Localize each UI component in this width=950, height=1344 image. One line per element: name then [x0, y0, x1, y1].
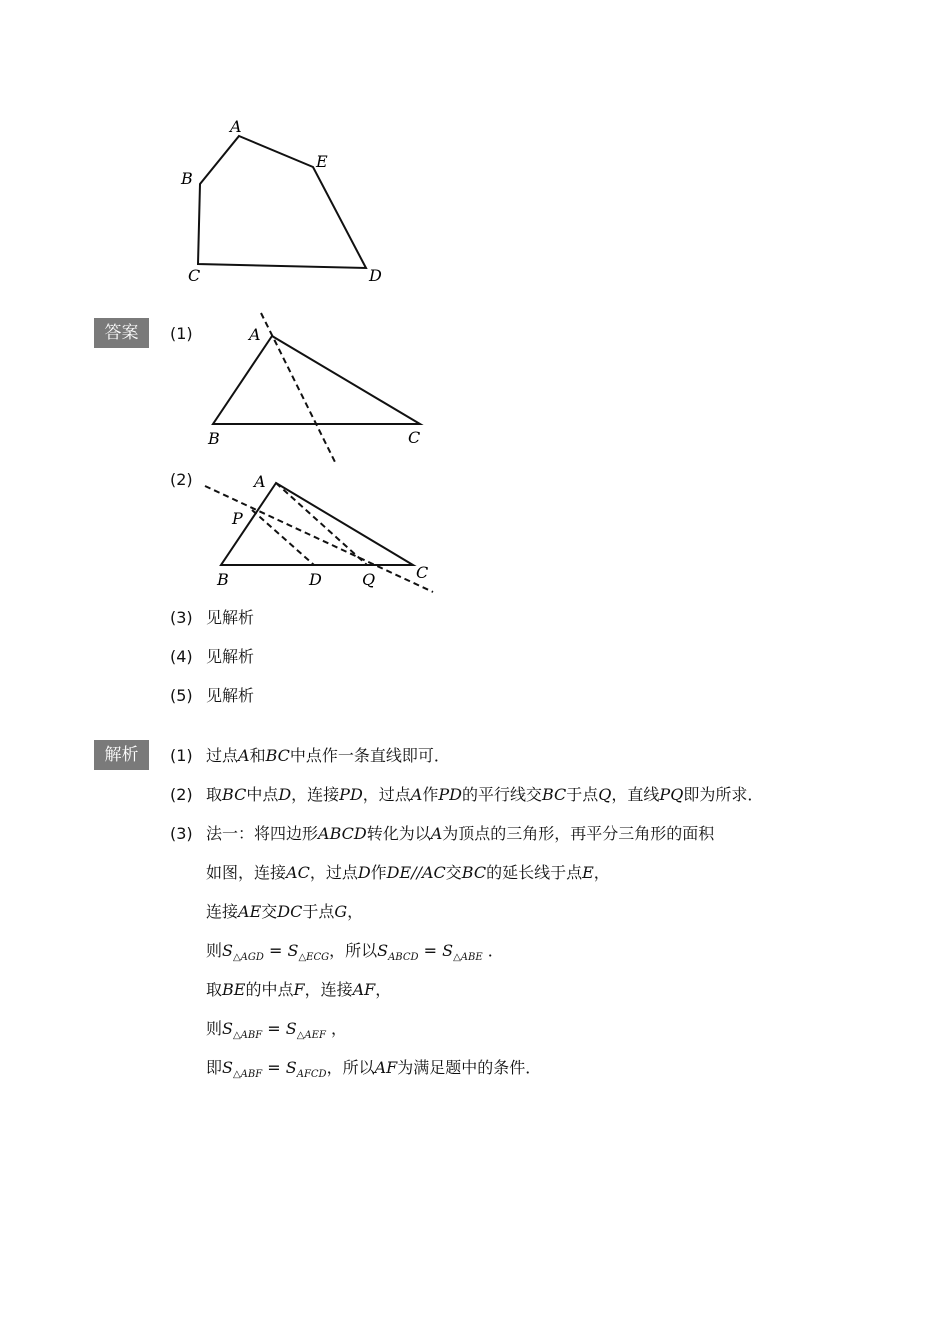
dashed-line-pd	[252, 510, 314, 565]
label-B: B	[217, 570, 229, 589]
dashed-line-aq	[276, 483, 367, 565]
analysis-3-line-4: 则$S_{\triangle AGD} = S_{\triangle ECG}$，所以$S_{ABCD} = S_{\triangle ABE}$ ．	[206, 941, 504, 964]
analysis-3-line-5: 取BE的中点F，连接AF，	[206, 980, 392, 999]
triangle-abc	[221, 483, 413, 565]
analysis-2-text: 取BC中点D，连接PD，过点A作PD的平行线交BC于点Q，直线PQ即为所求．	[206, 785, 764, 804]
analysis-3-line-6: 则$S_{\triangle ABF} = S_{\triangle AEF}$ ，	[206, 1019, 347, 1042]
answer-badge: 答案	[94, 318, 149, 348]
label-C: C	[408, 428, 421, 447]
answer-4-text: 见解析	[206, 647, 255, 666]
label-P: P	[232, 509, 243, 528]
label-E: E	[316, 152, 328, 171]
label-B: B	[208, 429, 220, 448]
answer-1-num: (1)	[170, 324, 193, 343]
answer-3-num: (3)	[170, 608, 193, 627]
analysis-badge: 解析	[94, 740, 149, 770]
label-C: C	[188, 266, 201, 285]
answer-5-text: 见解析	[206, 686, 255, 705]
label-B: B	[181, 169, 193, 188]
answer-2-num: (2)	[170, 470, 193, 489]
answer-4-num: (4)	[170, 647, 193, 666]
analysis-2-num: (2)	[170, 785, 193, 804]
analysis-1-text: 过点A和BC中点作一条直线即可．	[206, 746, 450, 765]
analysis-1-num: (1)	[170, 746, 193, 765]
analysis-3-line-7: 即$S_{\triangle ABF} = S_{AFCD}$，所以AF为满足题中的条件．	[206, 1058, 542, 1081]
label-A: A	[230, 117, 242, 136]
label-D: D	[309, 570, 322, 589]
analysis-3-line-2: 如图，连接AC，过点D作DE//AC交BC的延长线于点E，	[206, 863, 610, 882]
label-A: A	[249, 325, 261, 344]
analysis-3-line-1: 法一：将四边形ABCD转化为以A为顶点的三角形，再平分三角形的面积	[206, 824, 715, 843]
answer-5-num: (5)	[170, 686, 193, 705]
label-D: D	[369, 266, 382, 285]
label-C: C	[416, 563, 429, 582]
label-A: A	[254, 472, 266, 491]
analysis-3-line-3: 连接AE交DC于点G，	[206, 902, 364, 921]
answer-3-text: 见解析	[206, 608, 255, 627]
label-Q: Q	[362, 570, 376, 589]
analysis-3-num: (3)	[170, 824, 193, 843]
